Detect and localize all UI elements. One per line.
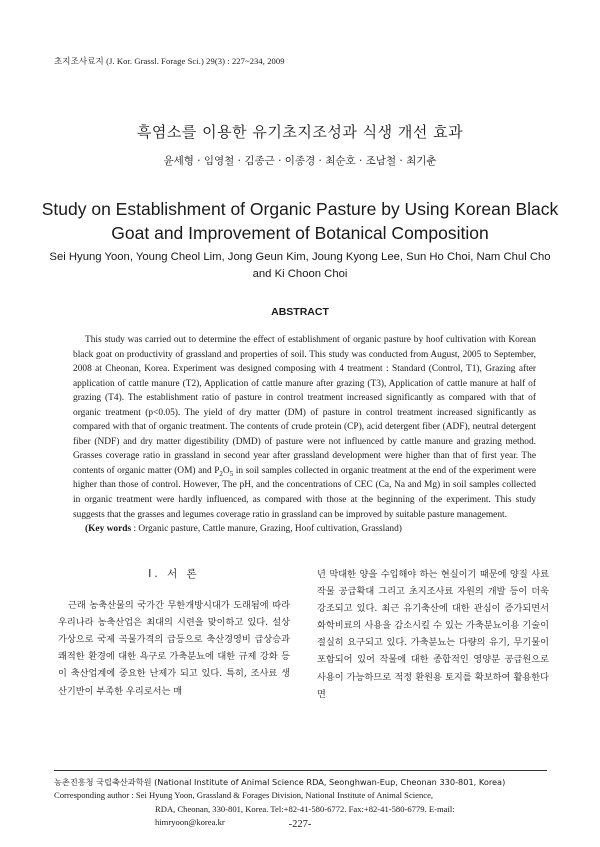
abstract-sub-2: 5 [229,469,234,478]
abstract-paragraph [73,333,536,522]
english-title: Study on Establishment of Organic Pasture by Using Korean Black Goat and Improvement of Botanical Composition [41,199,559,243]
abstract-sub-1: 2 [219,469,223,478]
abstract-text-part2: O [222,465,230,476]
keywords [73,522,536,537]
footnote-divider [54,770,547,771]
abstract-body [73,333,536,537]
korean-authors: 윤세형 · 임영철 · 김종근 · 이종경 · 최순호 · 조남철 · 최기춘 [163,155,437,167]
right-column [317,566,549,703]
journal-header: 초지조사료지 (J. Kor. Grassl. Forage Sci.) 29(3) : 227~234, 2009 [54,56,285,66]
abstract-heading: ABSTRACT [271,306,329,318]
korean-title: 흑염소를 이용한 유기초지조성과 식생 개선 효과 [136,123,464,141]
abstract-text-part3: in soil samples collected in organic treatment at the end of the experiment were higher than those of control. However, The pH, and the concentrations of CEC (Ca, Na and Mg) in soil samples collected in organic treatment were hardly influenced, as compared with those at the beginning of the experiment. This study suggests that the grasses and legumes coverage ratio in grassland can be improved by suitable pasture management. [73,465,536,520]
english-authors: Sei Hyung Yoon, Young Cheol Lim, Jong Geun Kim, Joung Kyong Lee, Sun Ho Choi, Nam Chul Cho and Ki Choon Choi [49,251,551,280]
abstract-text-part1: This study was carried out to determine the effect of establishment of organic pasture by hoof cultivation with Korean black goat on productivity of grassland and properties of soil. This study was conducted from August, 2005 to September, 2008 at Cheonan, Korea. Experiment was designed composing with 4 treatment : Standard (Control, T1), Grazing after application of cattle manure (T2), Application of cattle manure after grazing (T3), Application of cattle manure at half of grazing (T4). The establishment ratio of pasture in control treatment increased significantly as compared with that of organic treatment (p<0.05). The yield of dry matter (DM) of pasture in control treatment increased significantly as compared with that of organic treatment. The contents of crude protein (CP), acid detergent fiber (ADF), neutral detergent fiber (NDF) and dry matter digestibility (DMD) of pasture were not influenced by cattle manure and grazing method. Grasses coverage ratio in grassland in second year after grassland development were higher than that of first year. The contents of organic matter (OM) and P [73,335,536,476]
footnote-affiliation: 농촌진흥청 국립축산과학원 (National Institute of Animal Science RDA, Seonghwan-Eup, Cheonan 330-801, Korea) [54,777,506,787]
footnote-contact: RDA, Cheonan, 330-801, Korea. Tel:+82-41-580-6772. Fax:+82-41-580-6779. E-mail: [155,803,455,814]
intro-paragraph-right: 년 막대한 양을 수입해야 하는 현실이기 때문에 양질 사료작물 공급확대 그리고 초지조사료 자원의 개발 등이 더욱 강조되고 있다. 최근 유기축산에 대한 관심이 증가되면서 화학비료의 사용을 감소시킬 수 있는 가축분뇨이용 기술이 절실히 요구되고 있다. 가축분뇨는 다량의 유기, 무기물이 포함되어 있어 작물에 대한 종합적인 영양분 공급원으로 사용이 가능하므로 적정 환원용 토지를 확보하여 활용한다면 [317,569,549,700]
footnote-corresponding: Corresponding author : Sei Hyung Yoon, Grassland & Forages Division, National Institute of Animal Science, [54,790,434,801]
intro-paragraph-left: 근래 농축산물의 국가간 무한개방시대가 도래됨에 따라 우리나라 농축산업은 최대의 시련을 맞이하고 있다. 설상가상으로 국제 곡물가격의 급등으로 축산경영비 급상승과 쾌적한 환경에 대한 욕구로 가축분뇨에 대한 규제 강화 등이 축산업계에 중요한 난제가 되고 있다. 특히, 조사료 생산기반이 부족한 우리로서는 매 [58,600,290,697]
section-heading-introduction: I. 서 론 [148,568,200,580]
footnote-email: himryoon@korea.kr [155,817,225,828]
left-column [58,566,290,700]
keywords-label: (Key words [85,524,132,535]
page-number: -227- [288,819,312,830]
keywords-text: : Organic pasture, Cattle manure, Grazing, Hoof cultivation, Grassland) [131,524,402,535]
